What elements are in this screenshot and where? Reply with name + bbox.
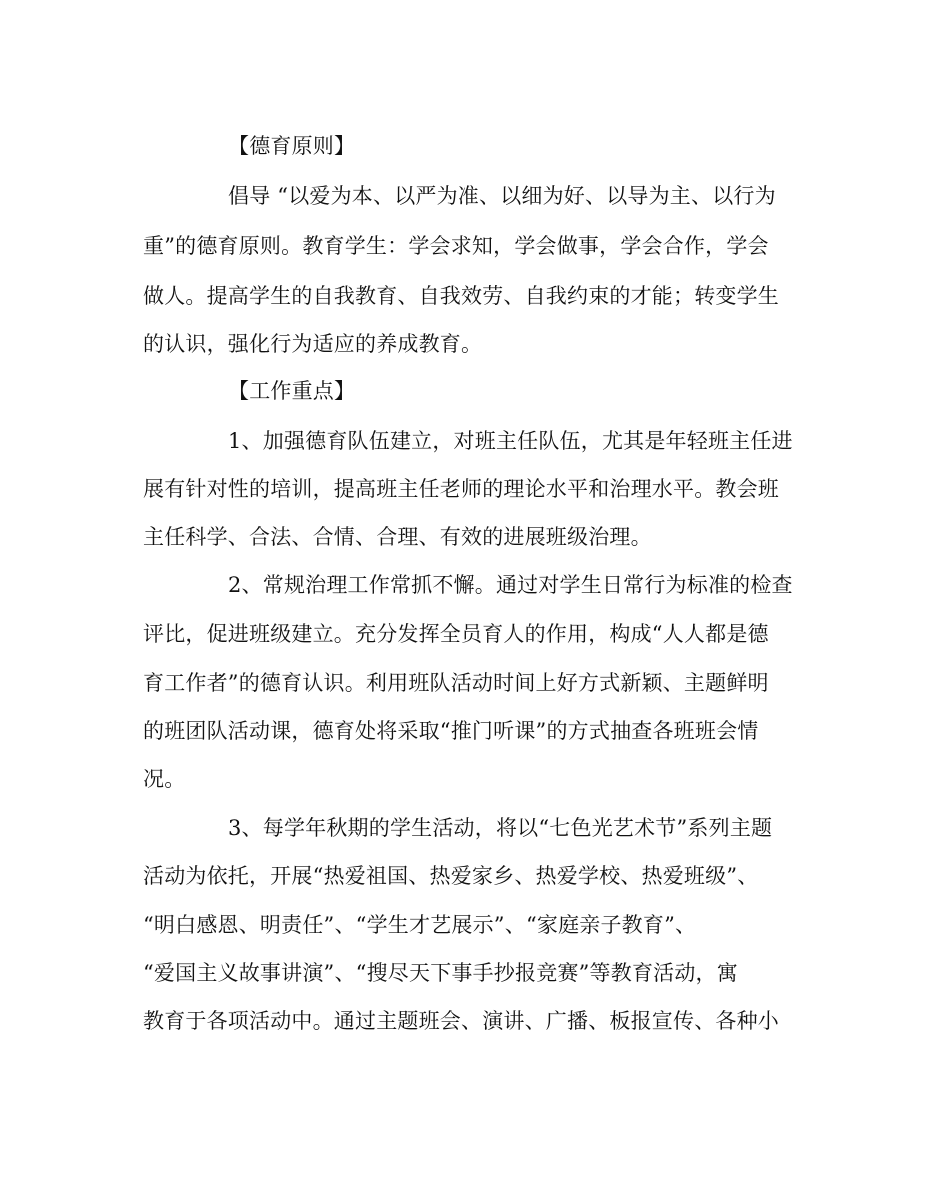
paragraph-line: 倡导 “以爱为本、以严为准、以细为好、以导为主、以行为 <box>228 184 776 208</box>
paragraph-line: 评比，促进班级建立。充分发挥全员育人的作用，构成“人人都是德 <box>143 622 769 646</box>
paragraph-line: 的认识，强化行为适应的养成教育。 <box>143 332 483 356</box>
paragraph-line: “爱国主义故事讲演”、“搜尽天下事手抄报竞赛”等教育活动，寓 <box>143 961 738 985</box>
paragraph-line: 1、加强德育队伍建立，对班主任队伍，尤其是年轻班主任进 <box>228 429 793 453</box>
paragraph-line: 育工作者”的德育认识。利用班队活动时间上好方式新颖、主题鲜明 <box>143 671 769 695</box>
paragraph-line: “明白感恩、明责任”、“学生才艺展示”、“家庭亲子教育”、 <box>143 913 697 937</box>
paragraph-line: 主任科学、合法、合情、合理、有效的进展班级治理。 <box>143 525 652 549</box>
paragraph-line: 2、常规治理工作常抓不懈。通过对学生日常行为标准的检查 <box>228 573 793 597</box>
paragraph-line: 教育于各项活动中。通过主题班会、演讲、广播、板报宣传、各种小 <box>143 1009 779 1033</box>
paragraph-line: 况。 <box>143 767 186 791</box>
paragraph-line: 的班团队活动课，德育处将采取“推门听课”的方式抽查各班班会情 <box>143 719 759 743</box>
section-heading-moral-principles: 【德育原则】 <box>228 134 356 158</box>
paragraph-line: 做人。提高学生的自我教育、自我效劳、自我约束的才能；转变学生 <box>143 284 779 308</box>
paragraph-line: 展有针对性的培训，提高班主任老师的理论水平和治理水平。教会班 <box>143 477 779 501</box>
section-heading-work-focus: 【工作重点】 <box>228 379 356 403</box>
paragraph-line: 活动为依托，开展“热爱祖国、热爱家乡、热爱学校、热爱班级”、 <box>143 864 759 888</box>
paragraph-line: 重”的德育原则。教育学生：学会求知，学会做事，学会合作，学会 <box>143 234 769 258</box>
paragraph-line: 3、每学年秋期的学生活动，将以“七色光艺术节”系列主题 <box>228 816 773 840</box>
